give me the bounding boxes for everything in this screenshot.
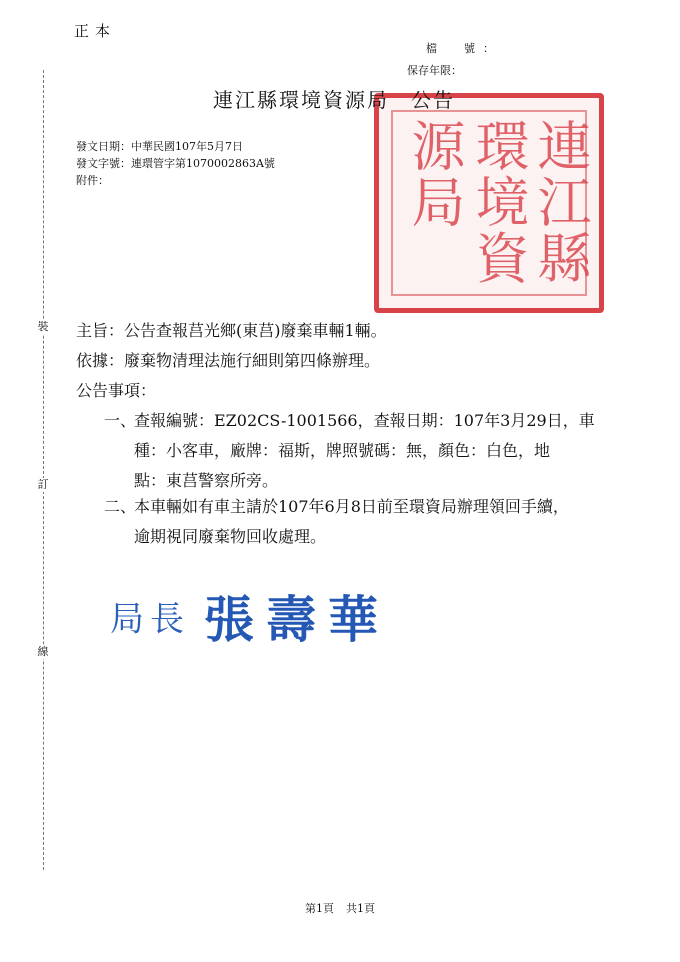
agency-name: 連江縣環境資源局 — [213, 88, 389, 112]
attachment-label: 附件： — [76, 174, 109, 187]
archive-number-label: 檔 號： — [426, 42, 502, 55]
official-seal — [374, 93, 604, 313]
subject-line: 主旨：公告查報莒光鄉(東莒)廢棄車輛1輛。 — [76, 321, 387, 340]
signature-name: 張壽華 — [204, 591, 390, 649]
document-type: 公告 — [411, 88, 455, 112]
item-number: 二、 — [104, 497, 137, 516]
issue-date: 發文日期：中華民國107年5月7日 — [76, 140, 243, 153]
announcement-item-2 — [134, 492, 624, 552]
document-title — [213, 84, 455, 113]
announcement-item-1 — [134, 406, 624, 496]
item-line: 本車輛如有車主請於107年6月8日前至環資局辦理領回手續， — [134, 497, 569, 516]
binding-mark-3: 線 — [37, 645, 49, 658]
binding-mark-1: 裝 — [37, 320, 49, 333]
binding-line — [43, 70, 44, 870]
item-line: 查報編號：EZ02CS-1001566，查報日期：107年3月29日，車 — [134, 411, 595, 430]
page-footer — [0, 900, 680, 916]
signature-title: 局長 — [110, 599, 190, 640]
seal-text-col-2: 環境資 — [467, 118, 530, 286]
page-number: 第1頁 — [305, 902, 334, 915]
item-line: 點：東莒警察所旁。 — [134, 471, 279, 490]
item-line: 種：小客車，廠牌：福斯，牌照號碼：無，顏色：白色，地 — [134, 441, 551, 460]
issue-number: 發文字號：連環管字第1070002863A號 — [76, 157, 275, 170]
retention-period-label: 保存年限： — [407, 64, 462, 77]
page-total: 共1頁 — [346, 902, 375, 915]
seal-text-col-3: 源局 — [403, 118, 466, 230]
basis-line: 依據：廢棄物清理法施行細則第四條辦理。 — [76, 351, 381, 370]
copy-mark: 正本 — [74, 22, 117, 40]
item-number: 一、 — [104, 411, 137, 430]
seal-text-col-1: 連江縣 — [529, 118, 592, 286]
item-line: 逾期視同廢棄物回收處理。 — [134, 527, 327, 546]
director-signature-stamp — [110, 580, 390, 652]
binding-mark-2: 訂 — [37, 478, 49, 491]
announcement-items-heading: 公告事項： — [76, 381, 157, 400]
